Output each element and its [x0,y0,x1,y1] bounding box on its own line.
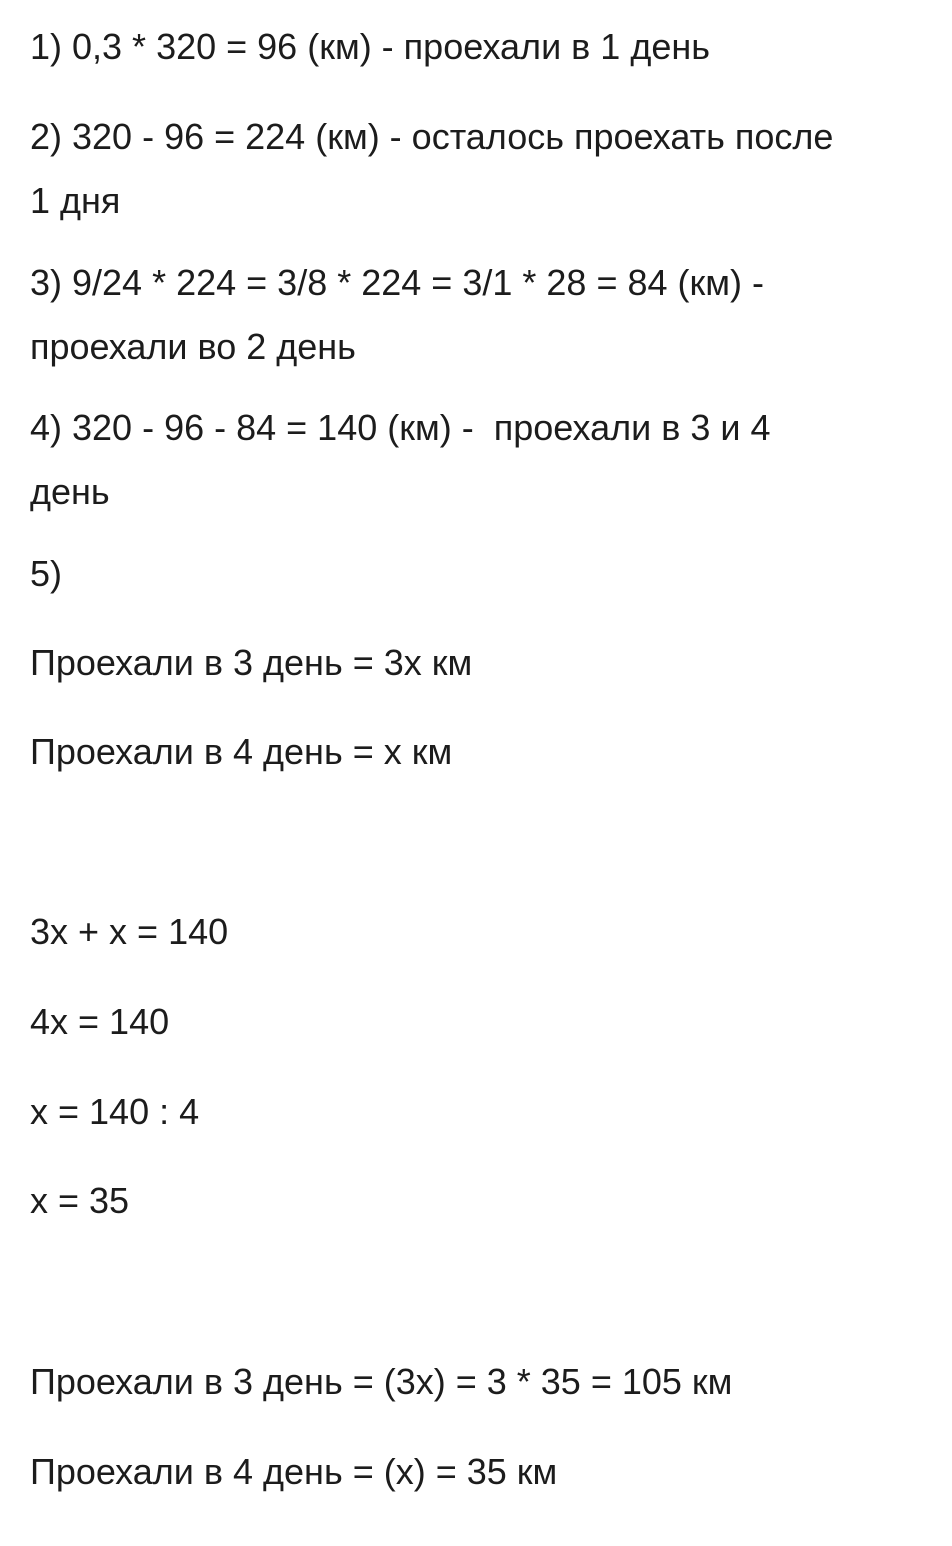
step-3-line: 3) 9/24 * 224 = 3/8 * 224 = 3/1 * 28 = 84 (км) - [30,262,764,303]
equation-result: х = 35 [30,1180,130,1221]
equation-simplified: 4х = 140 [30,1001,170,1042]
step-5-label: 5) [30,553,63,594]
step-2-line: 2) 320 - 96 = 224 (км) - осталось проехать после [30,116,834,157]
day-3-answer: Проехали в 3 день = (3х) = 3 * 35 = 105 км [30,1361,733,1402]
step-2-continuation: 1 дня [30,180,121,221]
day-4-definition: Проехали в 4 день = х км [30,731,453,772]
day-4-answer: Проехали в 4 день = (х) = 35 км [30,1451,558,1492]
step-4-continuation: день [30,471,110,512]
day-3-definition: Проехали в 3 день = 3х км [30,642,473,683]
step-1-line: 1) 0,3 * 320 = 96 (км) - проехали в 1 день [30,26,710,67]
step-4-line: 4) 320 - 96 - 84 = 140 (км) - проехали в 3 и 4 [30,407,771,448]
step-3-continuation: проехали во 2 день [30,326,356,367]
equation-division: х = 140 : 4 [30,1091,200,1132]
equation-line: 3х + х = 140 [30,911,229,952]
